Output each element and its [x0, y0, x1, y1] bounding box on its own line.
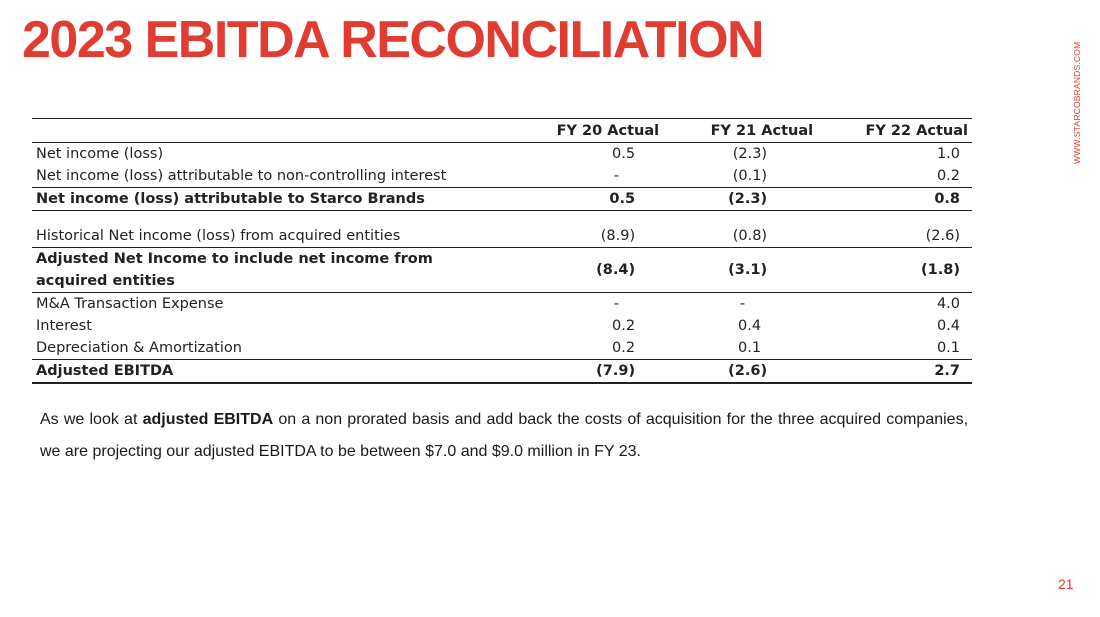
row-label: Adjusted Net Income to include net income from acquired entities	[32, 248, 508, 293]
header-label-cell	[32, 119, 508, 143]
cell-value: (8.9)	[600, 228, 636, 244]
cell-value: 0.5	[508, 188, 663, 211]
table-row-total	[32, 360, 972, 384]
cell-value: 0.1	[936, 340, 960, 356]
row-label: Interest	[36, 318, 92, 334]
cell-value: (2.3)	[732, 146, 768, 162]
cell-value: -	[613, 168, 620, 184]
cell-value: (2.3)	[663, 188, 817, 211]
commentary-paragraph	[40, 404, 968, 468]
cell-value: 2.7	[817, 360, 972, 384]
commentary-text-start: As we look at	[40, 411, 143, 428]
cell-value: 1.0	[936, 146, 960, 162]
cell-value: 0.1	[738, 340, 762, 356]
cell-value: 4.0	[936, 296, 960, 312]
row-label: Adjusted EBITDA	[32, 360, 508, 384]
cell-value: 0.4	[936, 318, 960, 334]
cell-value: 0.2	[612, 318, 636, 334]
table-row-subtotal	[32, 188, 972, 211]
table-row	[32, 143, 972, 166]
cell-value: (2.6)	[925, 228, 960, 244]
cell-value: 0.2	[612, 340, 636, 356]
table-header-row	[32, 119, 972, 143]
table-row	[32, 337, 972, 360]
table-row	[32, 165, 972, 188]
row-label: Depreciation & Amortization	[36, 340, 242, 356]
cell-value: (8.4)	[508, 248, 663, 293]
cell-value: (0.8)	[732, 228, 768, 244]
cell-value: 0.5	[612, 146, 636, 162]
page-number: 21	[1058, 576, 1074, 592]
cell-value: (7.9)	[508, 360, 663, 384]
row-label: Net income (loss) attributable to Starco Brands	[32, 188, 508, 211]
commentary-text-end: on a non prorated basis and add back the costs of acquisition for the three acquired companies, we are projecting our adjusted EBITDA to be between $7.0 and $9.0 million in FY 23.	[40, 411, 969, 460]
cell-value: (1.8)	[817, 248, 972, 293]
row-label: Net income (loss)	[36, 146, 164, 162]
cell-value: (2.6)	[663, 360, 817, 384]
cell-value: 0.4	[738, 318, 762, 334]
column-header: FY 20 Actual	[556, 122, 660, 139]
cell-value: -	[613, 296, 620, 312]
table-row-subtotal	[32, 248, 972, 293]
table-row	[32, 293, 972, 316]
column-header: FY 22 Actual	[865, 122, 968, 139]
cell-value: (0.1)	[732, 168, 768, 184]
table-spacer-row	[32, 211, 972, 226]
website-url: WWW.STARCOBRANDS.COM	[1072, 41, 1082, 164]
column-header: FY 21 Actual	[710, 122, 814, 139]
cell-value: 0.8	[817, 188, 972, 211]
cell-value: 0.2	[936, 168, 960, 184]
table-row	[32, 225, 972, 248]
row-label: Historical Net income (loss) from acquired entities	[36, 228, 401, 244]
commentary-emphasis: adjusted EBITDA	[142, 411, 274, 428]
cell-value: -	[739, 296, 746, 312]
table-row	[32, 315, 972, 337]
row-label: Net income (loss) attributable to non-controlling interest	[36, 168, 447, 184]
ebitda-reconciliation-table	[32, 118, 972, 384]
cell-value: (3.1)	[663, 248, 817, 293]
page-title: 2023 EBITDA RECONCILIATION	[22, 11, 764, 69]
row-label: M&A Transaction Expense	[36, 296, 224, 312]
